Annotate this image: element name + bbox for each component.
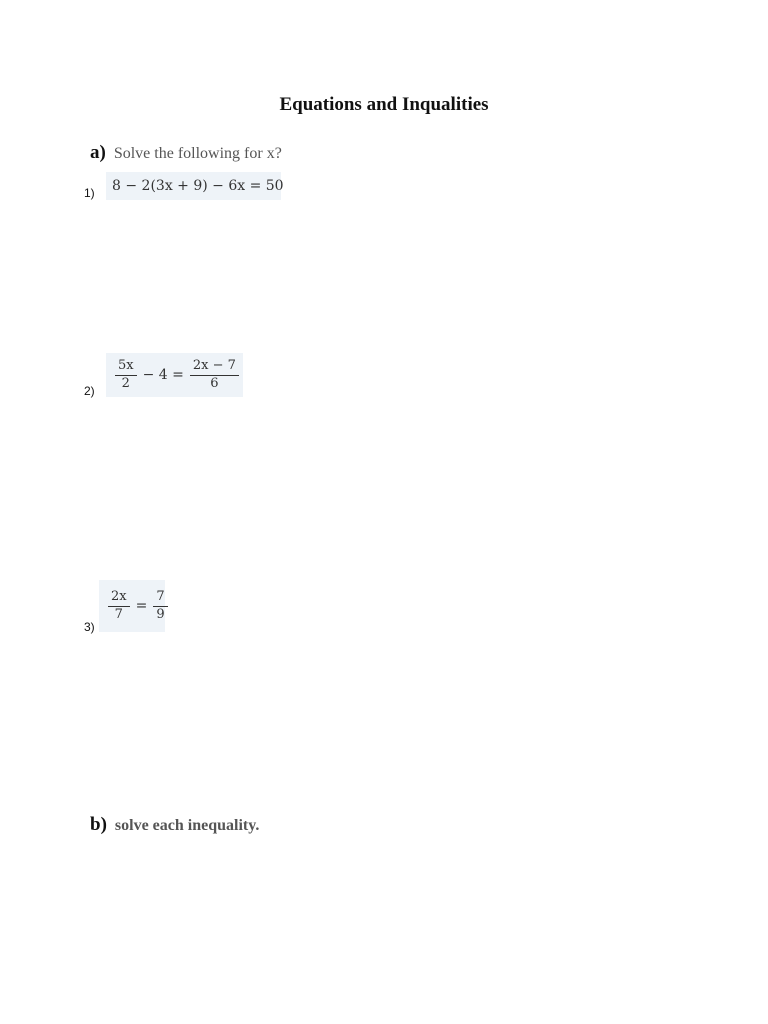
problem-3-right-denominator: 9 bbox=[156, 606, 165, 622]
problem-2-left-numerator: 5x bbox=[115, 359, 137, 376]
problem-1-expression: 8 − 2(3x + 9) − 6x = 50 bbox=[112, 178, 284, 194]
section-b-heading bbox=[90, 814, 259, 836]
problem-2-left-denominator: 2 bbox=[121, 375, 130, 391]
problem-2-equation bbox=[106, 353, 243, 397]
problem-2-middle: − 4 = bbox=[142, 367, 184, 383]
problem-3-left-numerator: 2x bbox=[108, 590, 130, 607]
section-b-instruction: solve each inequality. bbox=[114, 817, 260, 834]
problem-2-right-fraction bbox=[190, 359, 239, 392]
problem-2-right-denominator: 6 bbox=[210, 375, 219, 391]
problem-1-number: 1) bbox=[84, 186, 95, 200]
section-b-label: b) bbox=[90, 814, 107, 835]
problem-1-equation bbox=[106, 172, 284, 200]
problem-2-right-numerator: 2x − 7 bbox=[190, 359, 239, 376]
section-a-heading bbox=[90, 142, 282, 164]
problem-3-number: 3) bbox=[84, 620, 95, 634]
problem-2-number: 2) bbox=[84, 384, 95, 398]
section-a-label: a) bbox=[90, 142, 106, 163]
section-a-instruction: Solve the following for x? bbox=[113, 145, 282, 162]
problem-3-right-fraction bbox=[153, 590, 167, 623]
problem-3-right-numerator: 7 bbox=[153, 590, 167, 607]
page-title: Equations and Inqualities bbox=[279, 94, 489, 115]
problem-3-left-fraction bbox=[108, 590, 130, 623]
problem-3-middle: = bbox=[135, 598, 148, 614]
problem-3-left-denominator: 7 bbox=[114, 606, 123, 622]
problem-2-left-fraction bbox=[115, 359, 137, 392]
problem-3-equation bbox=[99, 580, 165, 632]
